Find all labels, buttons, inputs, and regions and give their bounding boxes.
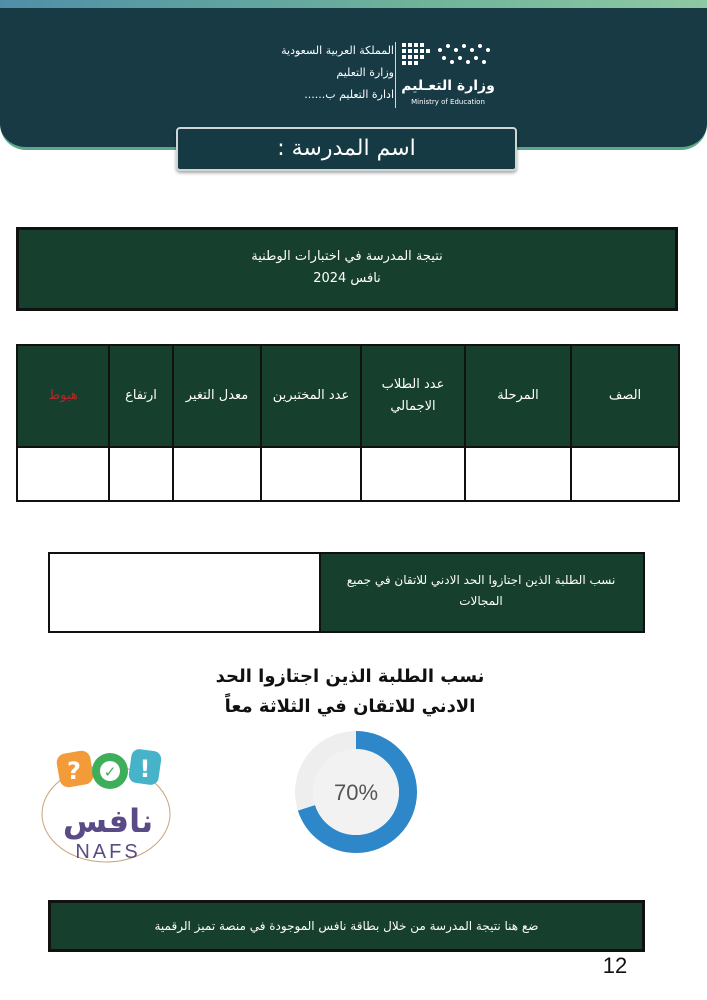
header-accent-line bbox=[0, 0, 707, 8]
ministry-dots-icon bbox=[400, 40, 496, 74]
donut-center-label: 70% bbox=[333, 780, 379, 805]
ministry-logo-arabic: وزارة التعـليم bbox=[401, 78, 495, 94]
table-row bbox=[17, 447, 679, 501]
header-tested-count: عدد المختبرين bbox=[261, 345, 361, 447]
pass-rate-row bbox=[48, 552, 645, 633]
chart-heading-line2: الادني للاتقان في الثلاثة معاً bbox=[224, 696, 476, 717]
header-grade: الصف bbox=[571, 345, 679, 447]
nafs-exclamation-icon: ! bbox=[139, 755, 151, 783]
table-header-row bbox=[17, 345, 679, 447]
pass-rate-donut-chart bbox=[294, 730, 418, 854]
cell-total-students[interactable] bbox=[361, 447, 465, 501]
nafs-question-icon: ? bbox=[67, 757, 81, 785]
cell-increase[interactable] bbox=[109, 447, 173, 501]
gov-line-kingdom: المملكة العربية السعودية bbox=[281, 44, 394, 57]
gov-line-directorate: ادارة التعليم ب...... bbox=[304, 88, 394, 101]
header-total-students: عدد الطلاب الاجمالي bbox=[361, 345, 465, 447]
nafs-logo bbox=[36, 738, 186, 868]
cell-change-rate[interactable] bbox=[173, 447, 261, 501]
result-title-line1: نتيجة المدرسة في اختبارات الوطنية bbox=[251, 249, 443, 264]
header-divider bbox=[395, 42, 396, 108]
gov-line-ministry: وزارة التعليم bbox=[336, 66, 394, 79]
chart-heading-line1: نسب الطلبة الذين اجتازوا الحد bbox=[215, 666, 485, 687]
pass-rate-value-field[interactable] bbox=[50, 554, 321, 631]
stats-table bbox=[16, 344, 680, 502]
cell-tested-count[interactable] bbox=[261, 447, 361, 501]
chart-heading bbox=[200, 662, 500, 722]
ministry-logo-english: Ministry of Education bbox=[411, 98, 485, 106]
header-increase: ارتفاع bbox=[109, 345, 173, 447]
nafs-check-icon: ✓ bbox=[103, 763, 117, 781]
header-change-rate: معدل التغير bbox=[173, 345, 261, 447]
header-decrease: هبوط bbox=[17, 345, 109, 447]
cell-decrease[interactable] bbox=[17, 447, 109, 501]
result-title-line2: نافس 2024 bbox=[313, 271, 381, 286]
school-name-label: اسم المدرسة : bbox=[176, 127, 517, 171]
government-lines bbox=[234, 40, 394, 106]
bottom-instruction-note: ضع هنا نتيجة المدرسة من خلال بطاقة نافس الموجودة في منصة تميز الرقمية bbox=[48, 900, 645, 952]
page-number: 12 bbox=[602, 953, 628, 978]
header-stage: المرحلة bbox=[465, 345, 571, 447]
cell-stage[interactable] bbox=[465, 447, 571, 501]
nafs-logo-arabic: نافس bbox=[62, 802, 154, 840]
cell-grade[interactable] bbox=[571, 447, 679, 501]
pass-rate-label: نسب الطلبة الذين اجتازوا الحد الادني للاتقان في جميع المجالات bbox=[319, 554, 643, 631]
nafs-logo-english: NAFS bbox=[75, 841, 141, 863]
school-result-title-box bbox=[16, 227, 678, 311]
ministry-logo bbox=[400, 40, 496, 110]
